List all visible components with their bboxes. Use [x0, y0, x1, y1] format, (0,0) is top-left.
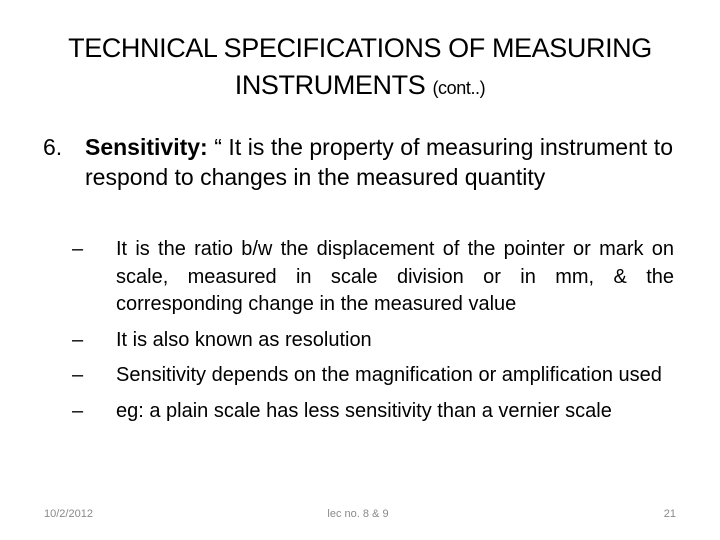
sub-bullet-4 [72, 398, 674, 426]
sub-bullet-2 [72, 327, 674, 355]
sub-bullet-text: eg: a plain scale has less sensitivity than a vernier scale [116, 399, 612, 422]
footer-lecture: lec no. 8 & 9 [327, 508, 389, 520]
dash-icon: – [72, 328, 84, 351]
item-number: 6. [43, 134, 63, 160]
sub-bullet-list [72, 236, 674, 431]
sub-bullet-text: Sensitivity depends on the magnification or amplification used [116, 364, 662, 386]
item-text: “ It is the property of measuring instrument to respond to changes in the measured quantity [85, 134, 673, 190]
item-body [85, 132, 673, 192]
sub-bullet-text: It is the ratio b/w the displacement of the pointer or mark on scale, measured in scale division or in mm, & the corresponding change in the measured value [116, 238, 674, 315]
numbered-item-sensitivity [43, 132, 673, 192]
slide-title-suffix: (cont..) [432, 78, 486, 98]
slide-title-main: TECHNICAL SPECIFICATIONS OF MEASURING INSTRUMENTS [68, 33, 652, 100]
footer-date: 10/2/2012 [44, 508, 93, 520]
footer-page-number: 21 [663, 508, 676, 520]
dash-icon: – [72, 364, 84, 386]
slide-title [40, 30, 680, 107]
sub-bullet-3 [72, 362, 674, 390]
sub-bullet-text: It is also known as resolution [116, 328, 372, 351]
dash-icon: – [72, 238, 84, 260]
item-label: Sensitivity: [85, 134, 208, 160]
sub-bullet-1 [72, 236, 674, 319]
dash-icon: – [72, 399, 84, 422]
